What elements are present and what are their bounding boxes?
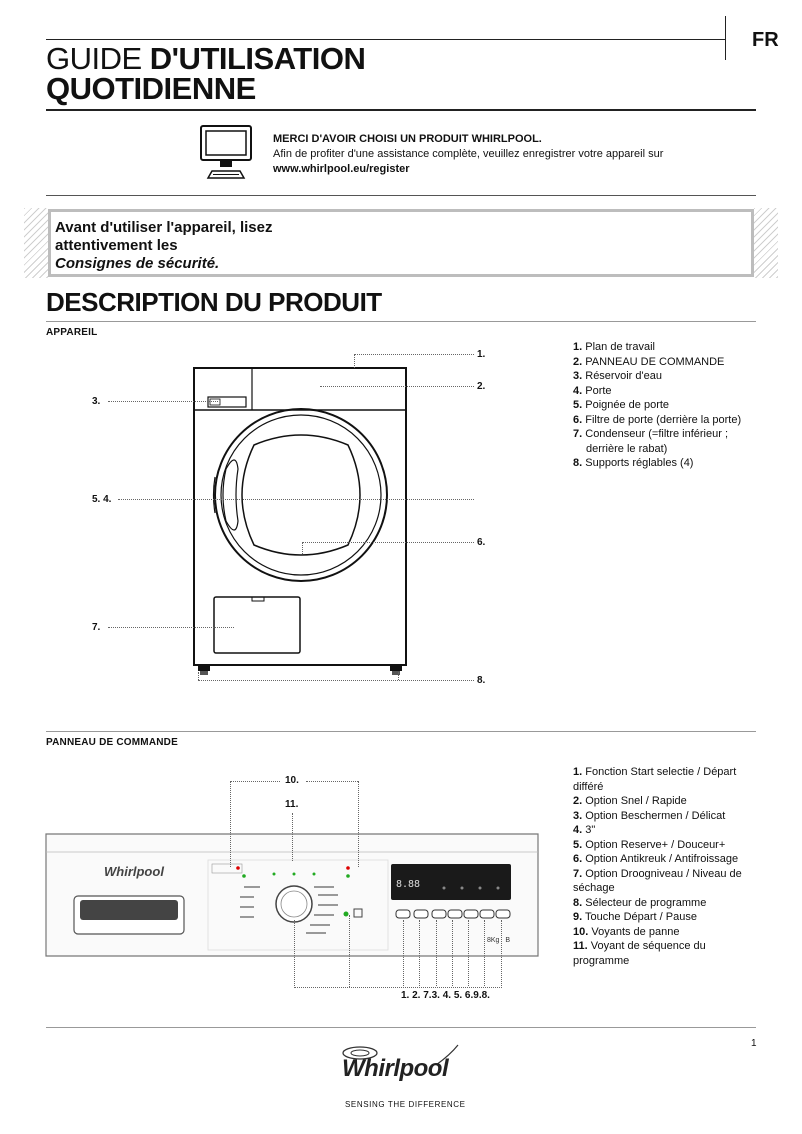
legend-item: 2. Option Snel / Rapide — [573, 795, 687, 807]
intro-register-text: Afin de profiter d'une assistance complète, veuillez enregistrer votre appareil sur — [273, 148, 664, 160]
legend-item: 7. Condenseur (=filtre inférieur ; — [573, 428, 729, 440]
legend-item: 4. Porte — [573, 384, 612, 397]
dryer-illustration — [190, 365, 412, 690]
warning-hatch-left — [24, 208, 48, 278]
intro-register-link[interactable]: www.whirlpool.eu/register — [273, 163, 410, 175]
warning-line-2: attentivement les — [55, 237, 178, 254]
leader-6 — [302, 542, 474, 543]
control-panel-legend — [573, 765, 763, 968]
legend-item: 3. Option Beschermen / Délicat — [573, 809, 726, 822]
computer-monitor-icon — [198, 124, 254, 185]
legend-item: 8. Supports réglables (4) — [573, 457, 694, 469]
leader-1-drop — [354, 354, 355, 368]
legend-item: 2. PANNEAU DE COMMANDE — [573, 355, 725, 368]
appliance-heading: APPAREIL — [46, 327, 98, 338]
leader-10-right-drop — [358, 781, 359, 867]
leader-1 — [354, 354, 474, 355]
leader-10-right — [306, 781, 358, 782]
legend-item: 1. Plan de travail — [573, 341, 655, 353]
legend-item: 3. Réservoir d'eau — [573, 370, 662, 382]
leader-54 — [118, 499, 474, 500]
page-title — [46, 41, 366, 106]
warning-hatch-right — [754, 208, 778, 278]
footer-rule — [46, 1027, 756, 1028]
leader-2 — [320, 386, 474, 387]
control-panel-heading: PANNEAU DE COMMANDE — [46, 737, 178, 748]
leader-7 — [108, 627, 234, 628]
callout-10: 10. — [285, 775, 299, 786]
language-tag: FR — [752, 29, 779, 51]
leader-6-drop — [302, 542, 303, 554]
legend-item: 1. Fonction Start selectie / Départ — [573, 766, 737, 778]
section-title-product: DESCRIPTION DU PRODUIT — [46, 287, 382, 317]
page-title-bold-1: D'UTILISATION — [149, 41, 366, 76]
legend-item: programme — [573, 954, 630, 967]
callout-3: 3. — [92, 396, 101, 407]
control-panel-rule — [46, 731, 756, 732]
panel-brand-logo — [104, 864, 164, 879]
legend-item: 11. Voyant de séquence du — [573, 940, 706, 952]
legend-item: derrière le rabat) — [586, 442, 668, 455]
leader-dial — [294, 920, 295, 988]
header-divider-vertical — [725, 16, 726, 60]
intro-thanks: MERCI D'AVOIR CHOISI UN PRODUIT WHIRLPOOL. — [273, 133, 542, 145]
callout-11: 11. — [285, 799, 299, 810]
footer-slogan: SENSING THE DIFFERENCE — [345, 1100, 466, 1109]
panel-energy-text: B — [505, 937, 510, 944]
leader-b3 — [436, 920, 437, 986]
callout-1: 1. — [477, 349, 486, 360]
callout-bottom: 1. 2. 7.3. 4. 5. 6.9.8. — [401, 990, 490, 1001]
safety-warning-text — [55, 219, 272, 273]
intro-divider — [46, 195, 756, 196]
leader-8 — [198, 680, 474, 681]
panel-capacity-text: 8Kg — [487, 937, 500, 944]
legend-item: 5. Option Reserve+ / Douceur+ — [573, 838, 726, 851]
leader-8-right — [398, 672, 399, 680]
leader-b1 — [403, 920, 404, 986]
legend-item: 6. Filtre de porte (derrière la porte) — [573, 413, 742, 426]
leader-b2 — [419, 920, 420, 986]
leader-b4 — [452, 920, 453, 986]
intro-block — [273, 132, 743, 177]
leader-bottom — [294, 987, 502, 988]
callout-2: 2. — [477, 381, 486, 392]
leader-11 — [292, 813, 293, 861]
leader-10-left-drop — [230, 781, 231, 867]
legend-item: séchage — [573, 882, 615, 894]
page-title-light: GUIDE — [46, 41, 150, 76]
callout-5-4: 5. 4. — [92, 494, 112, 505]
page-number: 1 — [751, 1038, 757, 1049]
legend-item: 10. Voyants de panne — [573, 925, 680, 938]
legend-item: 5. Poignée de porte — [573, 399, 670, 411]
legend-item: différé — [573, 780, 604, 793]
legend-item: 8. Sélecteur de programme — [573, 896, 707, 909]
header-top-rule — [46, 39, 726, 40]
appliance-legend — [573, 340, 773, 471]
page-title-bold-2: QUOTIDIENNE — [46, 71, 256, 106]
footer-brand — [342, 1055, 448, 1083]
leader-b7 — [501, 920, 502, 986]
leader-8-left — [198, 672, 199, 680]
leader-10-left — [230, 781, 280, 782]
callout-6: 6. — [477, 537, 486, 548]
callout-8: 8. — [477, 675, 486, 686]
legend-item: 6. Option Antikreuk / Antifroissage — [573, 853, 739, 865]
leader-b6 — [484, 920, 485, 986]
title-underline — [46, 109, 756, 111]
legend-item: 9. Touche Départ / Pause — [573, 911, 697, 923]
legend-item: 4. 3" — [573, 824, 596, 836]
warning-line-1: Avant d'utiliser l'appareil, lisez — [55, 219, 273, 236]
leader-3 — [108, 401, 218, 402]
leader-b5 — [468, 920, 469, 986]
leader-start — [349, 915, 350, 987]
panel-brand-text: Whirlpool — [104, 864, 164, 879]
warning-line-3[interactable]: Consignes de sécurité. — [55, 255, 220, 272]
legend-item: 7. Option Droogniveau / Niveau de — [573, 867, 742, 880]
panel-display: 8.88 — [396, 879, 421, 890]
callout-7: 7. — [92, 622, 101, 633]
panel-capacity — [487, 937, 510, 944]
footer-brand-text: Whirlpool — [342, 1055, 449, 1082]
section-rule — [46, 321, 756, 322]
